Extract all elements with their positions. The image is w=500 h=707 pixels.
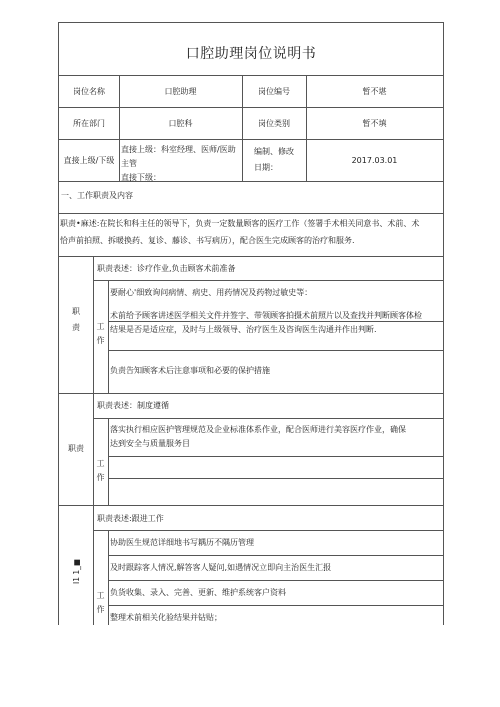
label-department: 所在部门 (73, 118, 105, 128)
table-divider (93, 280, 443, 281)
value-position-name: 口腔助理 (164, 86, 197, 96)
direct-superior-text: 直接上级：科室经理、医师/医助 (121, 145, 236, 154)
value-department: 口腔科 (168, 118, 193, 128)
label-category: 岗位类别 (258, 118, 290, 128)
document-page (58, 22, 444, 625)
table-divider (108, 555, 443, 556)
block3-item: 整理术前相关化验结果并钻贴； (110, 613, 222, 622)
table-divider (108, 478, 443, 479)
block3-item: 及时跟踪客人情况,解答客人疑问,如遇情况立即向主治医生汇报 (110, 563, 332, 572)
block1-item: 要耐心'细致询问病情、病史、用药情况及药物过敏史等： (110, 288, 313, 297)
table-divider (59, 256, 443, 257)
table-divider (93, 393, 94, 505)
block2-item: 达到安全与质量服务目 (110, 439, 190, 448)
value-category: 暂不填 (362, 118, 387, 128)
block1-work-label: 工作 (96, 322, 105, 345)
block1-item: 术前给予顾客讲述医学相关文件并签字、带领顾客拍摄术前照片以及查找并判断顾客体检 (110, 311, 422, 320)
table-divider (108, 350, 443, 351)
block3-description: 职责表述:跟进工作 (97, 514, 164, 523)
summary-line-1: 职责•麻述:在院长和科主任的领导下，负责一定数量顾客的医疗工作（签署手术相关同意书、术前、术 (60, 219, 420, 228)
label-edit-date (242, 139, 306, 181)
table-divider (59, 213, 443, 214)
table-divider (108, 605, 443, 606)
table-divider (59, 393, 443, 394)
block3-item: 协助医生规范详细地书写耦历不隅历管理 (110, 538, 254, 547)
value-position-code: 暂不堪 (362, 86, 387, 96)
table-divider (93, 418, 443, 419)
block1-side-b: 责 (72, 323, 80, 332)
block3-side-container (63, 551, 89, 591)
block2-item: 落实执行相应医护管理规范及企业标准体系作业，配合医师进行美容医疗作业，确保 (110, 425, 406, 434)
block3-side: I1 1_■ (71, 558, 81, 584)
table-divider (108, 280, 109, 393)
table-divider (59, 181, 443, 182)
block3-item: 负货收集、录入、完善、更新、维护系统客户资料 (110, 588, 286, 597)
block1-side-a: 职 (72, 307, 80, 316)
value-superior-subordinate (119, 139, 242, 181)
block3-work-label: 工作 (96, 591, 105, 614)
direct-subordinate-text: 直接下级： (121, 173, 161, 181)
block1-item: 负责告知顾客术后注意事项和必要的保护措施 (110, 366, 270, 375)
block2-work-label: 工作 (96, 459, 105, 482)
label-position-code: 岗位编号 (258, 86, 290, 96)
block2-side: 职责 (68, 444, 84, 453)
label-superior-subordinate: 直接上级/下级 (63, 155, 115, 165)
block2-description: 职责表述：制度遵循 (97, 401, 169, 410)
edit-date-label-line2: 日期： (254, 163, 278, 172)
table-divider (108, 530, 109, 625)
table-divider (93, 530, 443, 531)
label-position-name: 岗位名称 (73, 86, 105, 96)
table-divider (108, 418, 109, 505)
edit-date-label-line1: 编制、修改 (254, 147, 294, 156)
value-edit-date: 2017.03.01 (351, 155, 398, 165)
table-divider (108, 456, 443, 457)
summary-line-2: 恰声前拍照、拆暖换药、复诊、藤诊、书写病历），配合医生完成顾客的治疗和服务. (60, 236, 355, 245)
block1-description: 职责表述：诊疗作业,负击顾客术前准备 (97, 264, 236, 273)
table-divider (108, 580, 443, 581)
section-heading: 一、工作职责及内容 (61, 191, 133, 200)
direct-superior-text-cont: 主管 (121, 159, 137, 168)
document-title: 口腔助理岗位说明书 (185, 46, 317, 62)
table-divider (59, 505, 443, 506)
block1-item: 结果是否是适应症，及时与上级领导、治疗医生及咨询医生沟通并作出判断. (110, 325, 377, 334)
